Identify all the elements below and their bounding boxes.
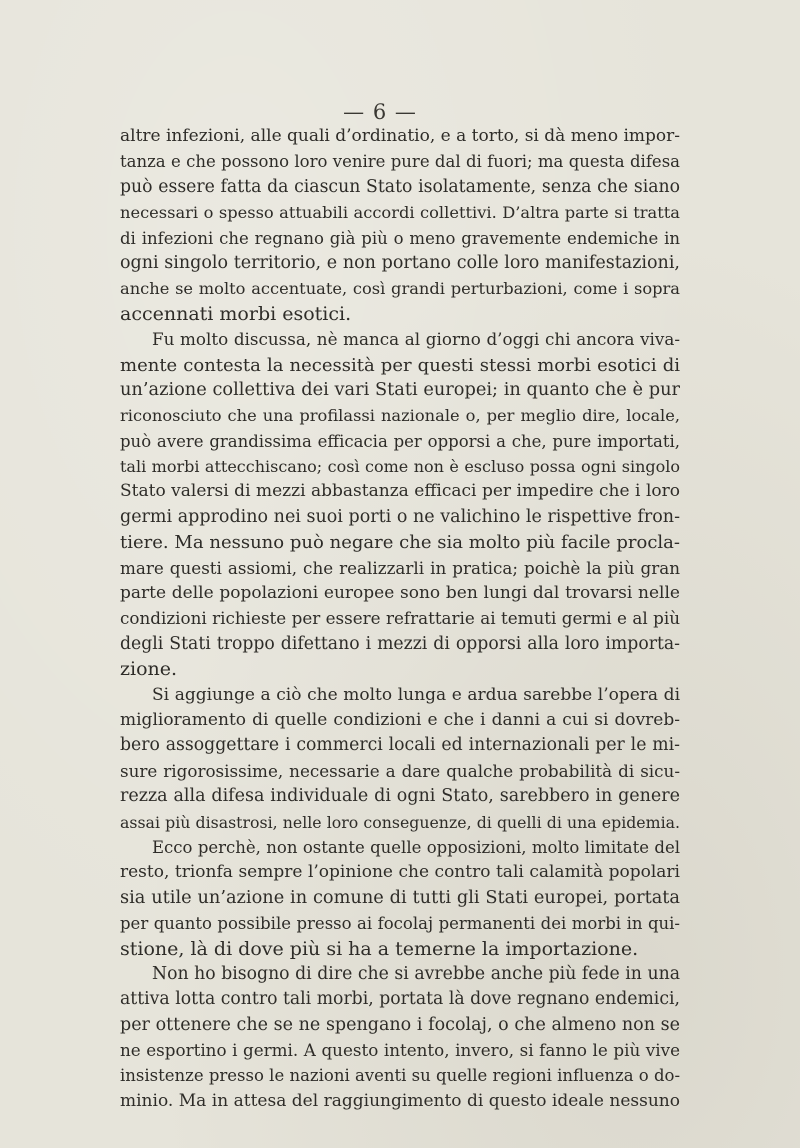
text-line: necessari o spesso attuabili accordi collettivi. D’altra parte si tratta bbox=[120, 203, 680, 223]
text-line: un’azione collettiva dei vari Stati europei; in quanto che è pur bbox=[120, 379, 680, 400]
text-line: assai più disastrosi, nelle loro conseguenze, di quelli di una epidemia. bbox=[120, 812, 680, 832]
text-line: parte delle popolazioni europee sono ben lungi dal trovarsi nelle bbox=[120, 583, 680, 604]
text-line: tali morbi attecchiscano; così come non è escluso possa ogni singolo bbox=[120, 457, 680, 477]
text-line: tiere. Ma nessuno può negare che sia molto più facile procla- bbox=[120, 532, 680, 554]
text-line: insistenze presso le nazioni aventi su quelle regioni influenza o do- bbox=[120, 1066, 681, 1086]
text-line: mente contesta la necessità per questi stessi morbi esotici di bbox=[120, 354, 680, 376]
text-line: degli Stati troppo difettano i mezzi di opporsi alla loro importa- bbox=[120, 633, 680, 654]
text-line: può essere fatta da ciascun Stato isolatamente, senza che siano bbox=[120, 176, 680, 197]
text-line: resto, trionfa sempre l’opinione che contro tali calamità popolari bbox=[120, 862, 680, 883]
text-line: miglioramento di quelle condizioni e che i danni a cui si dovreb- bbox=[120, 709, 680, 730]
page-number: — 6 — bbox=[343, 100, 417, 124]
text-line: ne esportino i germi. A questo intento, invero, si fanno le più vive bbox=[120, 1040, 680, 1061]
text-line: anche se molto accentuate, così grandi perturbazioni, come i sopra bbox=[120, 279, 680, 299]
text-line: stione, là di dove più si ha a temerne la importazione. bbox=[120, 937, 639, 960]
text-line: per quanto possibile presso ai focolaj permanenti dei morbi in qui- bbox=[120, 914, 680, 934]
text-line: ogni singolo territorio, e non portano colle loro manifestazioni, bbox=[120, 252, 680, 273]
text-line: attiva lotta contro tali morbi, portata là dove regnano endemici, bbox=[120, 989, 680, 1010]
text-line: Non ho bisogno di dire che si avrebbe anche più fede in una bbox=[152, 963, 680, 984]
text-line: accennati morbi esotici. bbox=[120, 302, 352, 325]
text-line: altre infezioni, alle quali d’ordinatio, e a torto, si dà meno impor- bbox=[120, 126, 681, 146]
text-line: sia utile un’azione in comune di tutti gli Stati europei, portata bbox=[120, 887, 680, 908]
text-line: di infezioni che regnano già più o meno gravemente endemiche in bbox=[120, 228, 680, 248]
text-line: riconosciuto che una profilassi nazionale o, per meglio dire, locale, bbox=[120, 406, 680, 426]
text-line: zione. bbox=[120, 658, 178, 681]
text-line: sure rigorosissime, necessarie a dare qualche probabilità di sicu- bbox=[120, 760, 680, 781]
text-line: bero assoggettare i commerci locali ed internazionali per le mi- bbox=[120, 735, 680, 756]
text-line: tanza e che possono loro venire pure dal di fuori; ma questa difesa bbox=[120, 152, 680, 172]
text-line: può avere grandissima efficacia per opporsi a che, pure importati, bbox=[120, 431, 680, 451]
text-line: Si aggiunge a ciò che molto lunga e ardua sarebbe l’opera di bbox=[152, 684, 680, 705]
body-text bbox=[120, 124, 680, 1114]
text-line: minio. Ma in attesa del raggiungimento di questo ideale nessuno bbox=[120, 1090, 680, 1111]
text-line: Fu molto discussa, nè manca al giorno d’oggi chi ancora viva- bbox=[152, 329, 680, 350]
text-line: Stato valersi di mezzi abbastanza efficaci per impedire che i loro bbox=[120, 481, 680, 502]
text-line: per ottenere che se ne spengano i focolaj, o che almeno non se bbox=[120, 1014, 680, 1035]
text-line: mare questi assiomi, che realizzarli in pratica; poichè la più gran bbox=[120, 557, 680, 578]
text-line: Ecco perchè, non ostante quelle opposizioni, molto limitate del bbox=[152, 837, 680, 857]
text-line: germi approdino nei suoi porti o ne valichino le rispettive fron- bbox=[120, 506, 680, 527]
text-line: rezza alla difesa individuale di ogni Stato, sarebbero in genere bbox=[120, 786, 680, 807]
text-line: condizioni richieste per essere refrattarie ai temuti germi e al più bbox=[120, 608, 680, 629]
